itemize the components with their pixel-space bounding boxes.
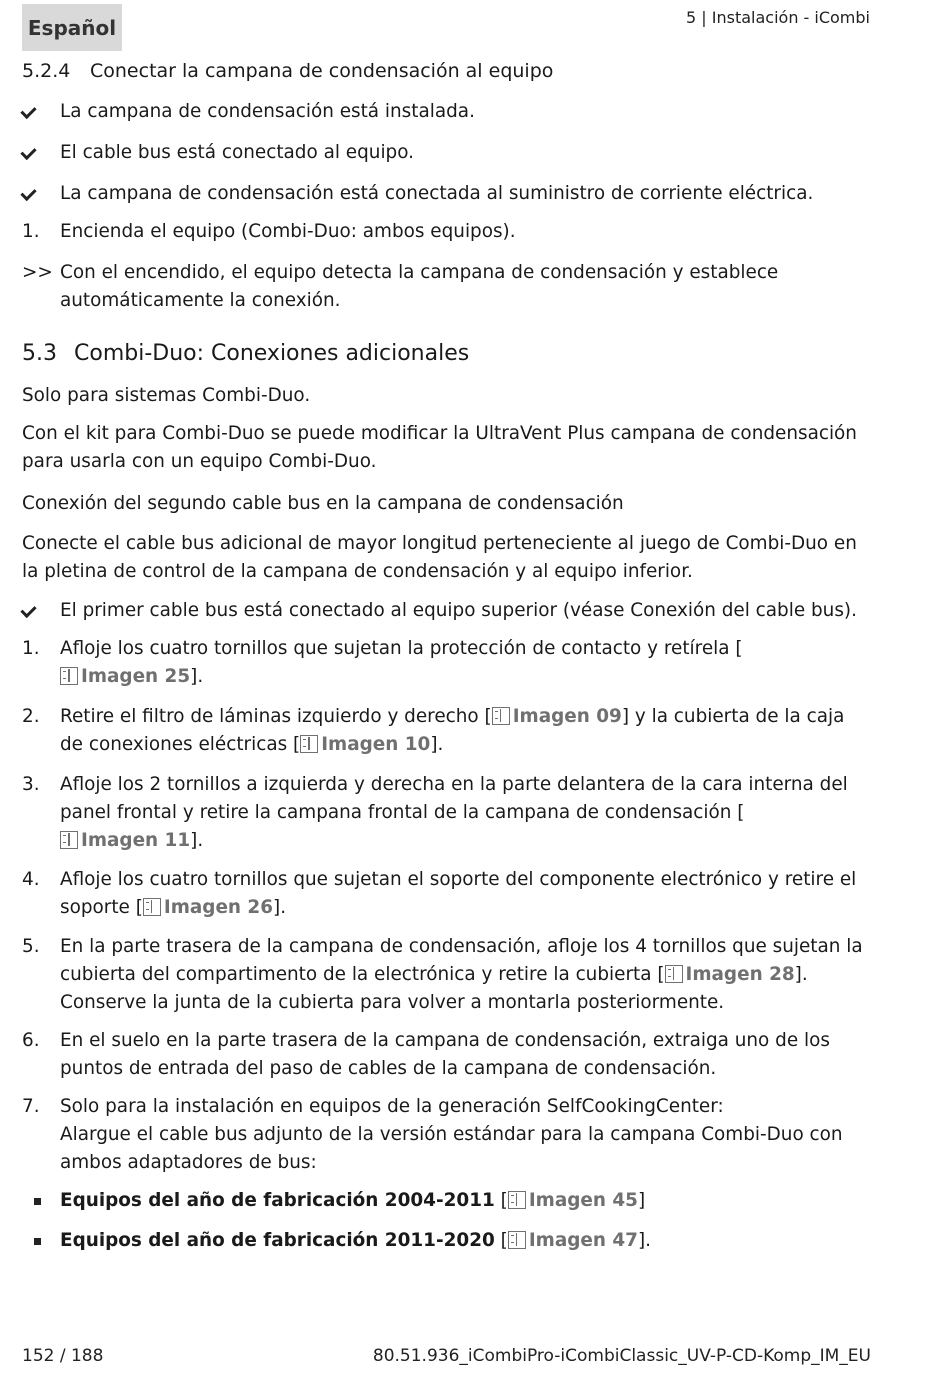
step-item: 2. Retire el filtro de láminas izquierdo y derecho [ Imagen 09] y la cubierta de la caja de conexiones eléctricas [ Imagen 10]. [22,703,870,759]
step-number: 2. [22,706,40,727]
step-number: 5. [22,936,40,957]
book-icon [508,1191,526,1209]
prerequisite-item: El cable bus está conectado al equipo. [60,142,415,163]
section-number: 5.3 [22,341,57,366]
prerequisite-item: La campana de condensación está instalada. [60,101,475,122]
page-content [22,57,870,1255]
subheading: Conexión del segundo cable bus en la campana de condensación [22,493,624,514]
figure-link[interactable]: Imagen 09 [492,706,622,727]
book-icon [60,831,78,849]
step-number: 1. [22,221,40,242]
section-number: 5.2.4 [22,60,71,82]
section-heading-5-2-4 [22,57,870,85]
chapter-header: 5 | Instalación - iCombi [686,8,870,27]
step-item: 6. En el suelo en la parte trasera de la campana de condensación, extraiga uno de los puntos de entrada del paso de cables de la campana de condensación. [22,1027,870,1083]
step-number: 6. [22,1030,40,1051]
bullet-item: Equipos del año de fabricación 2011-2020 [ Imagen 47]. [60,1230,651,1251]
section-title: Combi-Duo: Conexiones adicionales [74,341,470,366]
intro-text: Solo para sistemas Combi-Duo. [22,385,311,406]
figure-link[interactable]: Imagen 28 [665,964,795,985]
prerequisite-item: El primer cable bus está conectado al equipo superior (véase Conexión del cable bus). [60,600,857,621]
figure-link[interactable]: Imagen 25 [60,666,190,687]
result-item: >> Con el encendido, el equipo detecta la campana de condensación y establece automáticamente la conexión. [22,259,870,315]
step-item: 7. Solo para la instalación en equipos de la generación SelfCookingCenter: Alargue el cable bus adjunto de la versión estándar para la campana Combi-Duo con ambos adaptadores de bus: [22,1093,870,1177]
result-marker: >> [22,262,53,283]
bullet-item: Equipos del año de fabricación 2004-2011 [ Imagen 45] [60,1190,646,1211]
paragraph: Conecte el cable bus adicional de mayor longitud perteneciente al juego de Combi-Duo en la pletina de control de la campana de condensación y al equipo inferior. [22,533,857,582]
language-tab: Español [22,4,122,51]
step-item: 1. Afloje los cuatro tornillos que sujetan la protección de contacto y retírela [Imagen 25]. [22,635,870,691]
figure-link[interactable]: Imagen 47 [508,1230,638,1251]
book-icon [300,735,318,753]
book-icon [143,898,161,916]
book-icon [508,1231,526,1249]
figure-link[interactable]: Imagen 10 [300,734,430,755]
book-icon [665,965,683,983]
section-heading-5-3 [22,340,870,370]
document-id: 80.51.936_iCombiPro-iCombiClassic_UV-P-CD-Komp_IM_EU [372,1346,871,1366]
figure-link[interactable]: Imagen 11 [60,830,190,851]
prerequisite-item: La campana de condensación está conectada al suministro de corriente eléctrica. [60,183,814,204]
step-number: 3. [22,774,40,795]
step-number: 7. [22,1096,40,1117]
step-number: 4. [22,869,40,890]
book-icon [492,707,510,725]
step-item: 4. Afloje los cuatro tornillos que sujetan el soporte del componente electrónico y retire el soporte [ Imagen 26]. [22,866,870,922]
step-item: 5. En la parte trasera de la campana de condensación, afloje los 4 tornillos que sujetan la cubierta del compartimento de la electrónica y retire la cubierta [ Imagen 28]. Conserve la junta de la cubierta para volver a montarla posteriormente. [22,933,870,1017]
step-item: 3. Afloje los 2 tornillos a izquierda y derecha en la parte delantera de la cara interna del panel frontal y retire la campana frontal de la campana de condensación [Imagen 11]. [22,771,870,855]
section-title: Conectar la campana de condensación al equipo [90,60,554,82]
step-item: 1. Encienda el equipo (Combi-Duo: ambos equipos). [22,218,870,246]
figure-link[interactable]: Imagen 26 [143,897,273,918]
book-icon [60,667,78,685]
step-number: 1. [22,638,40,659]
page-number: 152 / 188 [22,1346,104,1366]
figure-link[interactable]: Imagen 45 [508,1190,638,1211]
intro-text: Con el kit para Combi-Duo se puede modificar la UltraVent Plus campana de condensación para usarla con un equipo Combi-Duo. [22,423,857,472]
